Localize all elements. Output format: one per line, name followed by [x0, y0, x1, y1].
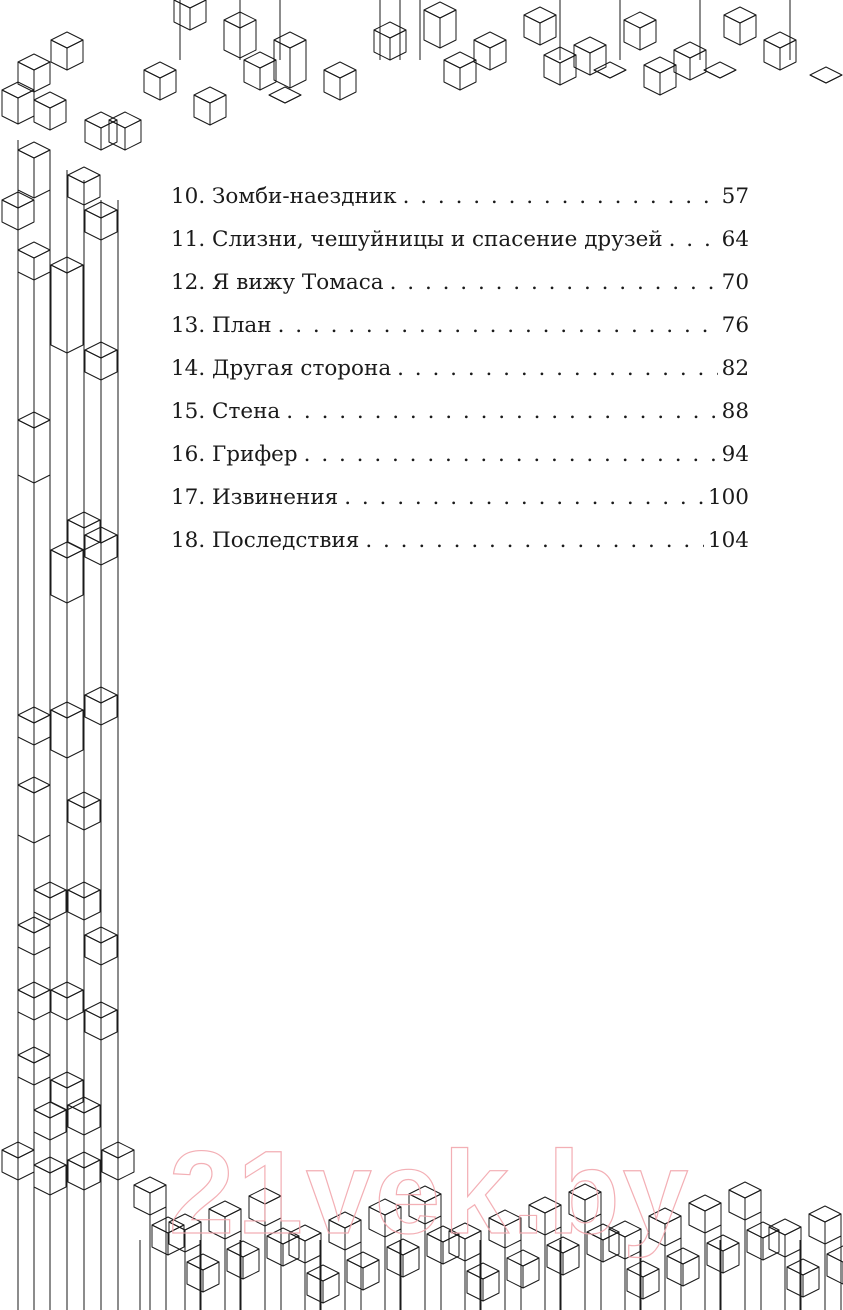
cube-face [244, 52, 276, 68]
cube-face [18, 62, 34, 92]
cube-face [18, 90, 34, 124]
cube-face [290, 40, 306, 88]
toc-entry-page: 82 [721, 356, 749, 381]
toc-leader-dots [286, 390, 717, 433]
cube-face [203, 1262, 219, 1292]
cube-face [240, 20, 256, 58]
toc-leader-dots [278, 304, 718, 347]
cube-face [51, 990, 67, 1020]
cube-face [50, 100, 66, 130]
cube-face [269, 95, 285, 103]
cube-face [84, 175, 100, 205]
toc-entry[interactable] [171, 261, 749, 304]
cube-face [18, 1150, 34, 1180]
toc-entry-title: 17. Извинения [171, 485, 339, 510]
cube-face [84, 520, 100, 550]
toc-entry-title: 13. План [171, 313, 272, 338]
cube-face [610, 70, 626, 78]
cube-face [594, 70, 610, 78]
toc-entry-title: 10. Зомби-наездник [171, 184, 397, 209]
cube-face [324, 70, 340, 100]
cube-face [324, 62, 356, 78]
cube-face [424, 10, 440, 48]
cube-face [34, 785, 50, 843]
toc-leader-dots [365, 519, 704, 562]
cube-face [390, 30, 406, 60]
toc-leader-dots [397, 347, 718, 390]
cube-face [34, 715, 50, 745]
toc-entry-page: 100 [707, 485, 749, 510]
toc-entry-title: 16. Грифер [171, 442, 298, 467]
cube-face [18, 715, 34, 745]
cube-face [523, 1258, 539, 1288]
cube-face [285, 95, 301, 103]
cube-face [34, 890, 50, 920]
toc-entry-page: 64 [721, 227, 749, 252]
cube-face [363, 1260, 379, 1290]
cube-face [85, 695, 101, 725]
cube-face [2, 200, 18, 230]
cube-face [34, 990, 50, 1020]
cube-face [67, 40, 83, 70]
toc-entry[interactable] [171, 433, 749, 476]
cube-face [440, 10, 456, 48]
cube-face [101, 350, 117, 380]
cube-face [780, 40, 796, 70]
toc-entry-page: 70 [721, 270, 749, 295]
cube-face [101, 1010, 117, 1040]
cube-face [125, 120, 141, 150]
cube-face [18, 420, 34, 483]
toc-entry-title: 14. Другая сторона [171, 356, 392, 381]
cube-face [68, 520, 84, 550]
cube-face [85, 120, 101, 150]
cube-face [624, 12, 656, 28]
cube-face [109, 112, 141, 128]
cube-face [444, 52, 476, 68]
cube-face [84, 890, 100, 920]
toc-entry[interactable] [171, 304, 749, 347]
cube-face [51, 265, 67, 353]
toc-entry-page: 94 [721, 442, 749, 467]
cube-face [810, 75, 826, 83]
watermark: 21vek.by [168, 1127, 692, 1259]
cube-face [627, 1261, 659, 1277]
cube-face [720, 70, 736, 78]
cube-face [67, 265, 83, 353]
toc-entry-page: 57 [721, 184, 749, 209]
toc-entry[interactable] [171, 519, 749, 562]
cube-face [18, 1055, 34, 1085]
cube-face [724, 7, 756, 23]
cube-face [460, 60, 476, 90]
cube-face [190, 0, 206, 30]
cube-face [34, 150, 50, 198]
cube-face [224, 20, 240, 58]
cube-face [68, 890, 84, 920]
cube-face [640, 20, 656, 50]
cube-face [68, 800, 84, 830]
cube-face [18, 990, 34, 1020]
table-of-contents [171, 175, 749, 562]
cube-face [18, 54, 50, 70]
cube-face [483, 1271, 499, 1301]
toc-leader-dots [344, 476, 704, 519]
cube-face [424, 2, 456, 18]
cube-face [340, 70, 356, 100]
cube-face [674, 42, 706, 58]
cube-face [574, 37, 606, 53]
cube-face [643, 1269, 659, 1299]
toc-entry-title: 11. Слизни, чешуйницы и спасение друзей [171, 227, 663, 252]
cube-face [67, 550, 83, 603]
cube-face [18, 150, 34, 198]
cube-face [704, 62, 736, 78]
cube-face [540, 15, 556, 45]
cube-face [490, 40, 506, 70]
cube-face [34, 250, 50, 280]
toc-entry[interactable] [171, 218, 749, 261]
cube-face [85, 210, 101, 240]
cube-face [764, 32, 796, 48]
cube-face [34, 1055, 50, 1085]
cube-face [34, 420, 50, 483]
cube-face [683, 1256, 699, 1286]
cube-face [524, 15, 540, 45]
cube-face [194, 87, 226, 103]
toc-entry-page: 88 [721, 399, 749, 424]
cube-face [764, 40, 780, 70]
toc-entry-title: 15. Стена [171, 399, 281, 424]
cube-face [51, 40, 67, 70]
cube-face [826, 75, 842, 83]
cube-face [467, 1263, 499, 1279]
toc-entry-page: 104 [707, 528, 749, 553]
cube-face [51, 710, 67, 758]
cube-face [67, 990, 83, 1020]
cube-face [144, 70, 160, 100]
cube-face [34, 62, 50, 92]
toc-entry-page: 76 [721, 313, 749, 338]
cube-face [374, 22, 406, 38]
cube-face [724, 15, 740, 45]
cube-face [444, 60, 460, 90]
cube-face [210, 95, 226, 125]
cube-face [690, 50, 706, 80]
toc-leader-dots [669, 218, 718, 261]
cube-face [594, 62, 626, 78]
cube-face [740, 15, 756, 45]
toc-entry[interactable] [171, 390, 749, 433]
cube-face [704, 70, 720, 78]
cube-face [85, 350, 101, 380]
cube-face [101, 535, 117, 565]
cube-face [160, 70, 176, 100]
cube-face [101, 210, 117, 240]
toc-leader-dots [390, 261, 718, 304]
toc-entry-title: 18. Последствия [171, 528, 360, 553]
cube-face [374, 30, 390, 60]
cube-face [244, 60, 260, 90]
toc-entry[interactable] [171, 476, 749, 519]
cube-face [18, 250, 34, 280]
cube-face [68, 175, 84, 205]
cube-face [323, 1273, 339, 1303]
cube-face [101, 935, 117, 965]
cube-face [524, 7, 556, 23]
cube-face [51, 1080, 67, 1110]
cube-face [18, 200, 34, 230]
cube-face [307, 1265, 339, 1281]
cube-face [85, 535, 101, 565]
cube-face [274, 32, 306, 48]
cube-face [51, 32, 83, 48]
cube-face [84, 800, 100, 830]
cube-face [644, 65, 660, 95]
cube-face [51, 550, 67, 603]
toc-leader-dots [304, 433, 718, 476]
cube-face [644, 57, 676, 73]
toc-entry-title: 12. Я вижу Томаса [171, 270, 384, 295]
cube-face [590, 45, 606, 75]
cube-face [174, 0, 190, 30]
cube-face [269, 87, 301, 103]
cube-face [18, 925, 34, 955]
cube-face [810, 67, 842, 83]
cube-face [101, 695, 117, 725]
cube-face [803, 1267, 819, 1297]
cube-face [18, 785, 34, 843]
cube-face [2, 90, 18, 124]
toc-entry[interactable] [171, 175, 749, 218]
cube-face [34, 100, 50, 130]
cube-face [85, 1010, 101, 1040]
cube-face [544, 55, 560, 85]
cube-face [194, 95, 210, 125]
cube-face [2, 1150, 18, 1180]
cube-face [85, 112, 117, 128]
cube-face [174, 0, 206, 8]
cube-face [474, 32, 506, 48]
toc-leader-dots [403, 175, 718, 218]
cube-face [787, 1259, 819, 1275]
toc-entry[interactable] [171, 347, 749, 390]
cube-face [50, 890, 66, 920]
cube-face [825, 1214, 841, 1244]
cube-face [34, 92, 66, 108]
cube-face [144, 62, 176, 78]
cube-face [85, 935, 101, 965]
cube-face [18, 242, 50, 258]
cube-face [34, 925, 50, 955]
cube-face [67, 710, 83, 758]
cube-face [624, 20, 640, 50]
cube-face [18, 142, 50, 158]
